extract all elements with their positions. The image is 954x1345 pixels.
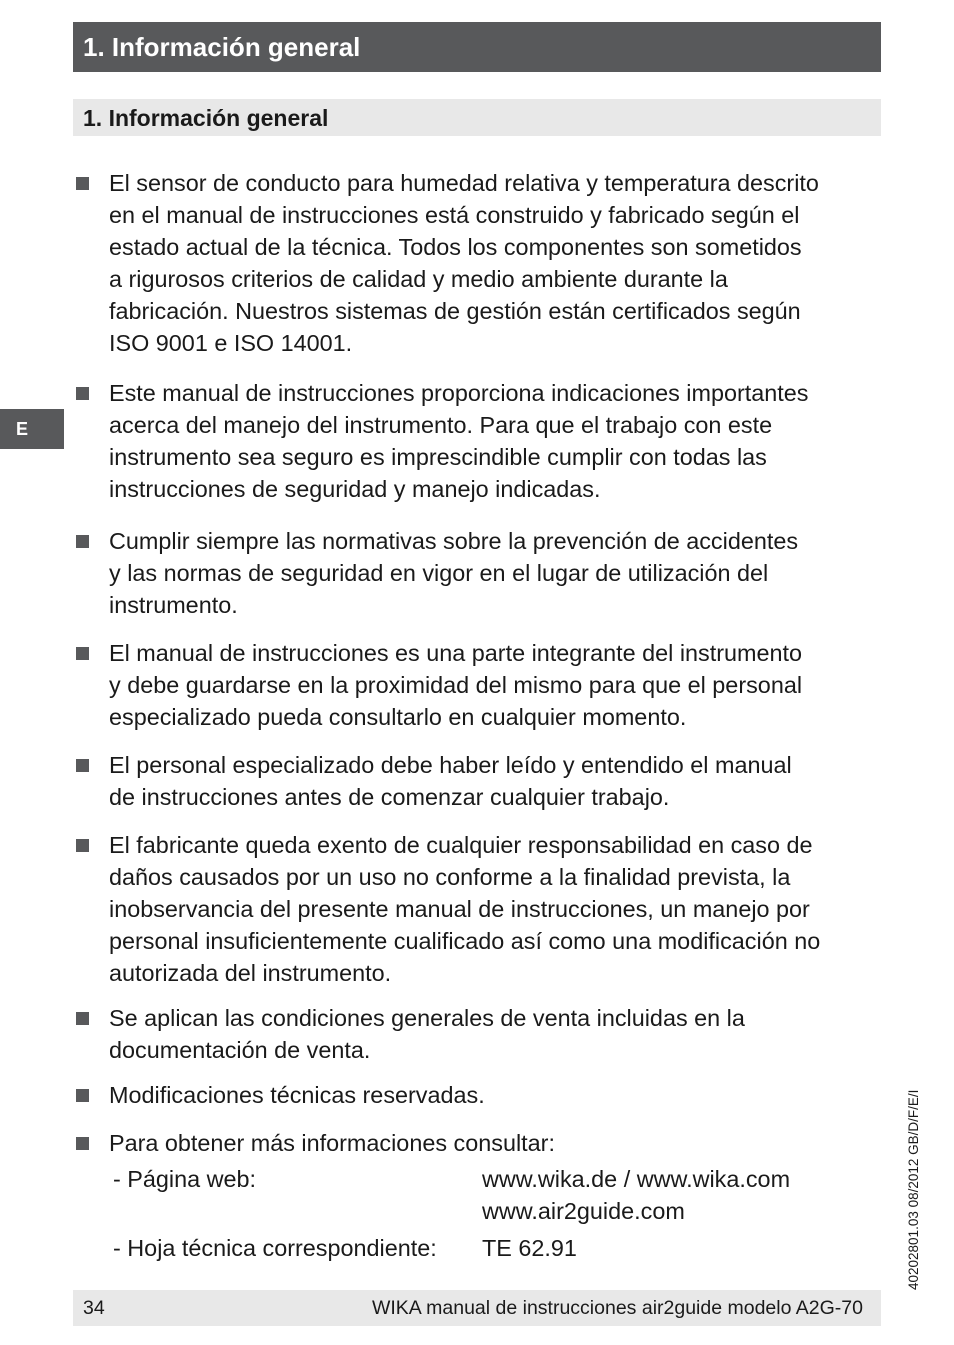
language-tab [0, 409, 64, 449]
info-web-value-secondary: www.air2guide.com [482, 1198, 685, 1224]
square-bullet-icon [76, 839, 89, 852]
list-item [73, 377, 885, 505]
list-item [73, 525, 885, 621]
list-item [73, 637, 885, 733]
language-tab-label: E [16, 419, 29, 439]
square-bullet-icon [76, 1089, 89, 1102]
list-item [73, 167, 885, 359]
list-item [73, 1079, 885, 1111]
chapter-header [73, 22, 881, 72]
list-item-text: Este manual de instrucciones proporciona indicaciones importantes acerca del manejo del instrumento. Para que el trabajo con este instrumento sea seguro es imprescindible cumplir con todas las instrucciones de seguridad y manejo indicadas. [109, 380, 809, 502]
info-web-value: www.wika.de / www.wika.com [482, 1166, 791, 1192]
document-code: 40202801.03 08/2012 GB/D/F/E/I [906, 1089, 921, 1290]
list-item-text: El fabricante queda exento de cualquier responsabilidad en caso de daños causados por un uso no conforme a la finalidad prevista, la inobservancia del presente manual de instrucciones, un manejo por personal insuficientemente cualificado así como una modificación no autorizada del instrumento. [109, 832, 821, 986]
list-item-text: El personal especializado debe haber leído y entendido el manual de instrucciones antes de comenzar cualquier trabajo. [109, 752, 792, 810]
info-datasheet-label: - Hoja técnica correspondiente: [113, 1235, 437, 1261]
list-item-text: Para obtener más informaciones consultar: [109, 1130, 555, 1156]
info-datasheet-value: TE 62.91 [482, 1235, 577, 1261]
square-bullet-icon [76, 387, 89, 400]
list-item-text: El sensor de conducto para humedad relativa y temperatura descrito en el manual de instrucciones está construido y fabricado según el estado actual de la técnica. Todos los componentes son sometidos a rigurosos criterios de calidad y medio ambiente durante la fabricación. Nuestros sistemas de gestión están certificados según ISO 9001 e ISO 14001. [109, 170, 819, 356]
list-item-text: Cumplir siempre las normativas sobre la prevención de accidentes y las normas de seguridad en vigor en el lugar de utilización del instrumento. [109, 528, 799, 618]
square-bullet-icon [76, 759, 89, 772]
list-item [73, 1002, 885, 1066]
chapter-title: 1. Información general [83, 32, 361, 62]
list-item-text: Se aplican las condiciones generales de venta incluidas en la documentación de venta. [109, 1005, 745, 1063]
info-web-label: - Página web: [113, 1166, 257, 1192]
list-item [73, 1127, 885, 1159]
square-bullet-icon [76, 1012, 89, 1025]
footer-doc-title: WIKA manual de instrucciones air2guide modelo A2G-70 [371, 1297, 863, 1319]
page-footer [73, 1290, 881, 1326]
section-header [73, 99, 881, 136]
section-title: 1. Información general [83, 105, 329, 131]
square-bullet-icon [76, 1137, 89, 1150]
list-item [73, 829, 885, 989]
list-item-text: El manual de instrucciones es una parte integrante del instrumento y debe guardarse en la proximidad del mismo para que el personal especializado pueda consultarlo en cualquier momento. [109, 640, 803, 730]
page-number: 34 [83, 1297, 105, 1319]
square-bullet-icon [76, 647, 89, 660]
square-bullet-icon [76, 535, 89, 548]
square-bullet-icon [76, 177, 89, 190]
list-item-text: Modificaciones técnicas reservadas. [109, 1082, 485, 1108]
list-item [73, 749, 885, 813]
